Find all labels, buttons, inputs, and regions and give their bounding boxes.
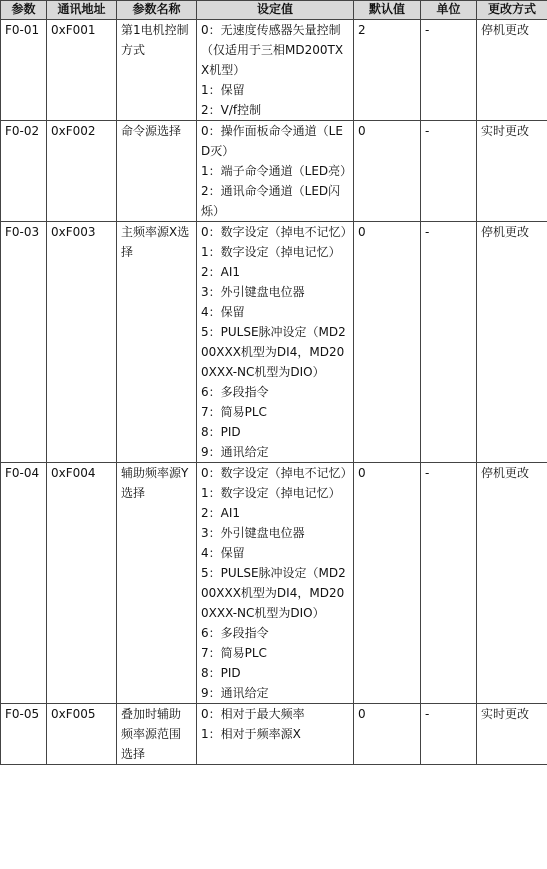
- header-unit: 单位: [421, 1, 477, 20]
- setting-option: 9：通讯给定: [201, 686, 269, 700]
- param-cell-text: F0-04: [5, 466, 40, 480]
- setting-option: 1：端子命令通道（LED亮）: [201, 164, 353, 178]
- setting-option: 8：PID: [201, 425, 241, 439]
- setting-option: 8：PID: [201, 666, 241, 680]
- default-cell: [354, 704, 421, 765]
- change-cell-text: 实时更改: [481, 707, 530, 721]
- name-cell-text: 第1电机控制方式: [121, 23, 189, 57]
- name-cell: [117, 121, 197, 222]
- unit-cell: [421, 704, 477, 765]
- setting-option: 6：多段指令: [201, 626, 269, 640]
- change-cell-text: 停机更改: [481, 23, 530, 37]
- setting-option: 1：相对于频率源X: [201, 727, 301, 741]
- default-cell: [354, 20, 421, 121]
- setting-option: 2：AI1: [201, 506, 241, 520]
- change-cell: [477, 463, 547, 704]
- name-cell-text: 主频率源X选择: [121, 225, 190, 259]
- setting-cell: [197, 121, 354, 222]
- setting-option: 5：PULSE脉冲设定（MD200XXX机型为DI4，MD200XXX-NC机型为DIO）: [201, 325, 346, 379]
- setting-option: 2：AI1: [201, 265, 241, 279]
- change-cell-text: 停机更改: [481, 225, 530, 239]
- setting-option: 1：数字设定（掉电记忆）: [201, 486, 341, 500]
- change-cell-text: 停机更改: [481, 466, 530, 480]
- setting-option: 0：无速度传感器矢量控制（仅适用于三相MD200TXX机型）: [201, 23, 344, 77]
- setting-option: 2：通讯命令通道（LED闪烁）: [201, 184, 341, 218]
- table-body: [1, 20, 547, 765]
- name-cell-text: 命令源选择: [121, 124, 182, 138]
- setting-option: 6：多段指令: [201, 385, 269, 399]
- address-cell: [47, 704, 117, 765]
- unit-cell: [421, 463, 477, 704]
- address-cell: [47, 20, 117, 121]
- change-cell: [477, 704, 547, 765]
- name-cell: [117, 463, 197, 704]
- unit-cell: [421, 20, 477, 121]
- unit-cell-text: -: [425, 707, 430, 721]
- param-cell: [1, 20, 47, 121]
- unit-cell-text: -: [425, 23, 430, 37]
- address-cell: [47, 222, 117, 463]
- setting-option: 4：保留: [201, 546, 245, 560]
- setting-option: 3：外引键盘电位器: [201, 526, 305, 540]
- table-header: [1, 1, 547, 20]
- unit-cell-text: -: [425, 225, 430, 239]
- change-cell: [477, 20, 547, 121]
- name-cell: [117, 222, 197, 463]
- default-cell: [354, 463, 421, 704]
- table-row: [1, 222, 547, 463]
- unit-cell-text: -: [425, 124, 430, 138]
- setting-option: 1：保留: [201, 83, 245, 97]
- param-cell-text: F0-01: [5, 23, 40, 37]
- setting-option: 9：通讯给定: [201, 445, 269, 459]
- table-row: [1, 704, 547, 765]
- param-cell: [1, 704, 47, 765]
- setting-option: 5：PULSE脉冲设定（MD200XXX机型为DI4，MD200XXX-NC机型为DIO）: [201, 566, 346, 620]
- change-cell-text: 实时更改: [481, 124, 530, 138]
- setting-option: 0：数字设定（掉电不记忆）: [201, 466, 353, 480]
- default-cell-text: 2: [358, 23, 366, 37]
- address-cell: [47, 463, 117, 704]
- default-cell: [354, 222, 421, 463]
- default-cell-text: 0: [358, 466, 366, 480]
- header-param: 参数: [1, 1, 47, 20]
- address-cell-text: 0xF001: [51, 23, 96, 37]
- setting-option: 0：数字设定（掉电不记忆）: [201, 225, 353, 239]
- unit-cell: [421, 222, 477, 463]
- address-cell-text: 0xF003: [51, 225, 96, 239]
- table-row: [1, 463, 547, 704]
- table-row: [1, 121, 547, 222]
- header-name: 参数名称: [117, 1, 197, 20]
- header-setting: 设定值: [197, 1, 354, 20]
- unit-cell: [421, 121, 477, 222]
- change-cell: [477, 121, 547, 222]
- address-cell-text: 0xF002: [51, 124, 96, 138]
- setting-option: 7：简易PLC: [201, 646, 267, 660]
- default-cell-text: 0: [358, 707, 366, 721]
- setting-cell: [197, 704, 354, 765]
- setting-cell: [197, 222, 354, 463]
- param-cell: [1, 121, 47, 222]
- default-cell-text: 0: [358, 225, 366, 239]
- setting-cell: [197, 20, 354, 121]
- setting-option: 3：外引键盘电位器: [201, 285, 305, 299]
- setting-option: 4：保留: [201, 305, 245, 319]
- address-cell-text: 0xF004: [51, 466, 96, 480]
- setting-option: 7：简易PLC: [201, 405, 267, 419]
- name-cell-text: 辅助频率源Y选择: [121, 466, 189, 500]
- param-cell: [1, 222, 47, 463]
- name-cell-text: 叠加时辅助频率源范围选择: [121, 707, 182, 761]
- header-change: 更改方式: [477, 1, 547, 20]
- header-default: 默认值: [354, 1, 421, 20]
- param-cell: [1, 463, 47, 704]
- default-cell: [354, 121, 421, 222]
- header-address: 通讯地址: [47, 1, 117, 20]
- setting-cell: [197, 463, 354, 704]
- setting-option: 1：数字设定（掉电记忆）: [201, 245, 341, 259]
- address-cell: [47, 121, 117, 222]
- setting-option: 0：操作面板命令通道（LED灭）: [201, 124, 343, 158]
- header-row: [1, 1, 547, 20]
- table-row: [1, 20, 547, 121]
- setting-option: 0：相对于最大频率: [201, 707, 305, 721]
- change-cell: [477, 222, 547, 463]
- name-cell: [117, 704, 197, 765]
- name-cell: [117, 20, 197, 121]
- param-cell-text: F0-03: [5, 225, 40, 239]
- param-cell-text: F0-02: [5, 124, 40, 138]
- default-cell-text: 0: [358, 124, 366, 138]
- param-cell-text: F0-05: [5, 707, 40, 721]
- setting-option: 2：V/f控制: [201, 103, 262, 117]
- unit-cell-text: -: [425, 466, 430, 480]
- address-cell-text: 0xF005: [51, 707, 96, 721]
